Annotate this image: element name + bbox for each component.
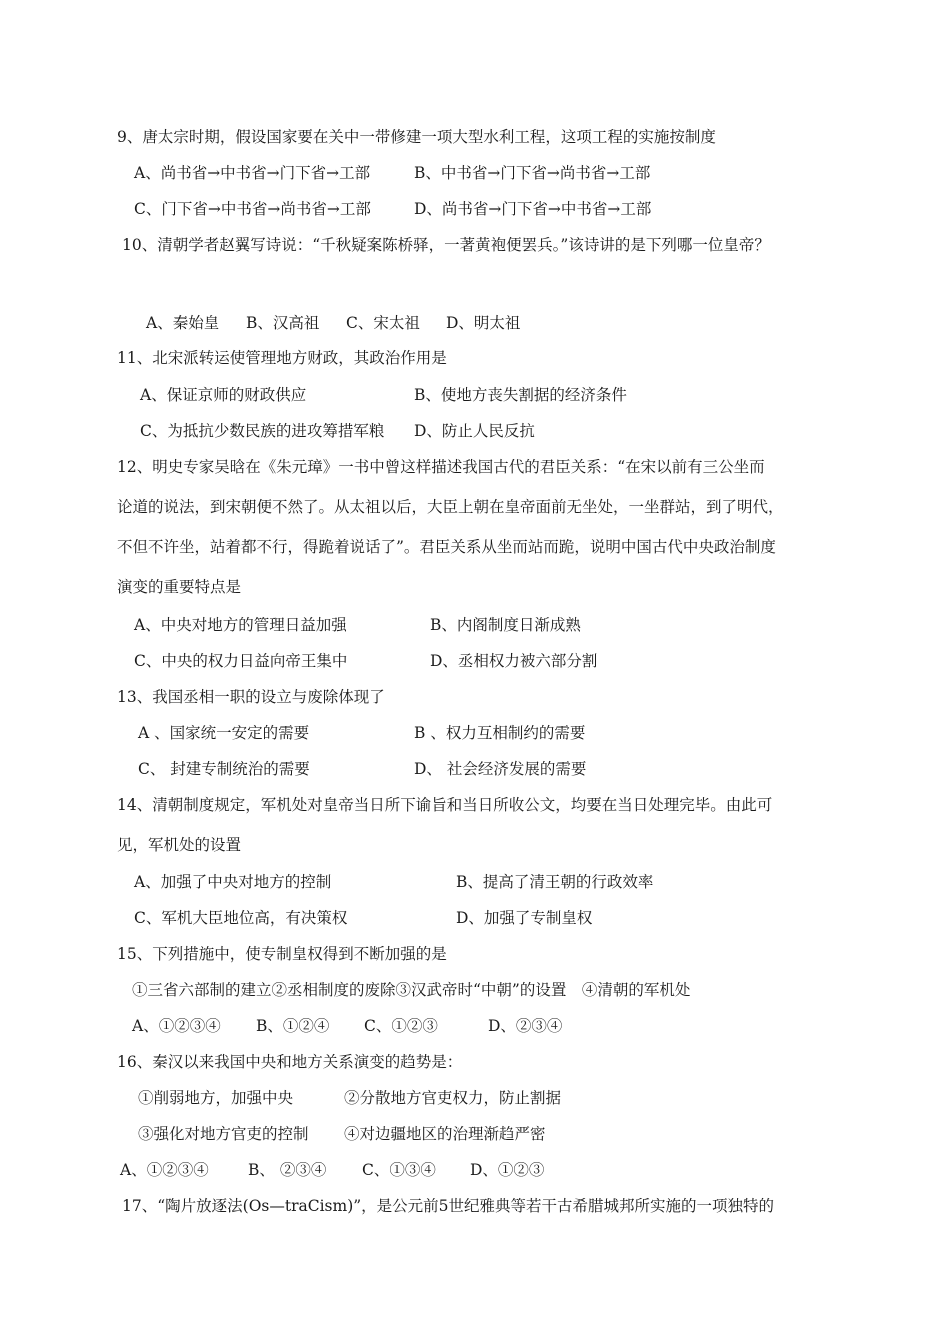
question-13-stem: 13、我国丞相一职的设立与废除体现了	[117, 688, 385, 706]
question-14-stem-line: 14、清朝制度规定，军机处对皇帝当日所下谕旨和当日所收公文，均要在当日处理完毕。由此可	[117, 796, 773, 814]
question-16-option-d[interactable]: D、①②③	[470, 1161, 545, 1179]
question-14-option-c[interactable]: C、军机大臣地位高，有决策权	[134, 909, 348, 927]
question-14-option-b[interactable]: B、提高了清王朝的行政效率	[456, 873, 654, 891]
question-16-item-2: ②分散地方官吏权力，防止割据	[344, 1089, 562, 1107]
question-14-option-d[interactable]: D、加强了专制皇权	[456, 909, 593, 927]
question-9-option-c[interactable]: C、门下省→中书省→尚书省→工部	[134, 200, 371, 218]
question-12-option-c[interactable]: C、中央的权力日益向帝王集中	[134, 652, 348, 670]
question-15-items: ①三省六部制的建立②丞相制度的废除③汉武帝时“中朝”的设置 ④清朝的军机处	[132, 981, 691, 999]
question-9-option-d[interactable]: D、尚书省→门下省→中书省→工部	[414, 200, 652, 218]
question-15-option-b[interactable]: B、①②④	[256, 1017, 330, 1035]
question-16-option-a[interactable]: A、①②③④	[120, 1161, 209, 1179]
question-12-option-a[interactable]: A、中央对地方的管理日益加强	[134, 616, 347, 634]
question-16-option-b[interactable]: B、 ②③④	[248, 1161, 327, 1179]
question-14-option-a[interactable]: A、加强了中央对地方的控制	[134, 873, 332, 891]
question-13-option-b[interactable]: B 、权力互相制约的需要	[414, 724, 586, 742]
question-16-option-c[interactable]: C、①③④	[362, 1161, 436, 1179]
question-15-stem: 15、下列措施中，使专制皇权得到不断加强的是	[117, 945, 447, 963]
question-11-option-d[interactable]: D、防止人民反抗	[414, 422, 535, 440]
question-16-item-3: ③强化对地方官吏的控制	[138, 1125, 309, 1143]
question-12-stem-line: 论道的说法，到宋朝便不然了。从太祖以后，大臣上朝在皇帝面前无坐处，一坐群站，到了明代，	[117, 498, 784, 516]
question-9-option-b[interactable]: B、中书省→门下省→尚书省→工部	[414, 164, 651, 182]
question-17-stem: 17、“陶片放逐法(Os—traCism)”，是公元前5世纪雅典等若干古希腊城邦所实施的一项独特的	[122, 1197, 775, 1215]
question-12-option-b[interactable]: B、内阁制度日渐成熟	[430, 616, 581, 634]
question-13-option-d[interactable]: D、 社会经济发展的需要	[414, 760, 587, 778]
question-9-option-a[interactable]: A、尚书省→中书省→门下省→工部	[134, 164, 371, 182]
question-13-option-a[interactable]: A 、国家统一安定的需要	[138, 724, 310, 742]
question-15-option-c[interactable]: C、①②③	[364, 1017, 438, 1035]
question-12-stem-line: 12、明史专家吴晗在《朱元璋》一书中曾这样描述我国古代的君臣关系：“在宋以前有三公坐而	[117, 458, 765, 476]
question-11-option-c[interactable]: C、为抵抗少数民族的进攻筹措军粮	[140, 422, 385, 440]
question-13-option-c[interactable]: C、 封建专制统治的需要	[138, 760, 310, 778]
question-11-option-a[interactable]: A、保证京师的财政供应	[140, 386, 307, 404]
question-10-option-b[interactable]: B、汉高祖	[246, 314, 320, 332]
question-16-item-1: ①削弱地方，加强中央	[138, 1089, 294, 1107]
question-16-item-4: ④对边疆地区的治理渐趋严密	[344, 1125, 546, 1143]
question-10-stem: 10、清朝学者赵翼写诗说：“千秋疑案陈桥驿，一著黄袍便罢兵。”该诗讲的是下列哪一位皇帝？	[122, 236, 770, 254]
question-14-stem-line: 见，军机处的设置	[117, 836, 242, 854]
question-16-stem: 16、秦汉以来我国中央和地方关系演变的趋势是：	[117, 1053, 463, 1071]
question-10-option-d[interactable]: D、明太祖	[446, 314, 521, 332]
question-15-option-a[interactable]: A、①②③④	[132, 1017, 221, 1035]
question-15-option-d[interactable]: D、②③④	[488, 1017, 563, 1035]
question-11-stem: 11、北宋派转运使管理地方财政，其政治作用是	[117, 349, 447, 367]
question-12-stem-line: 演变的重要特点是	[117, 578, 242, 596]
question-9-stem: 9、唐太宗时期，假设国家要在关中一带修建一项大型水利工程，这项工程的实施按制度	[117, 128, 716, 146]
question-12-option-d[interactable]: D、丞相权力被六部分割	[430, 652, 598, 670]
question-12-stem-line: 不但不许坐，站着都不行，得跪着说话了”。君臣关系从坐而站而跪，说明中国古代中央政治制度	[117, 538, 776, 556]
question-11-option-b[interactable]: B、使地方丧失割据的经济条件	[414, 386, 627, 404]
question-10-option-c[interactable]: C、宋太祖	[346, 314, 420, 332]
question-10-option-a[interactable]: A、秦始皇	[146, 314, 220, 332]
